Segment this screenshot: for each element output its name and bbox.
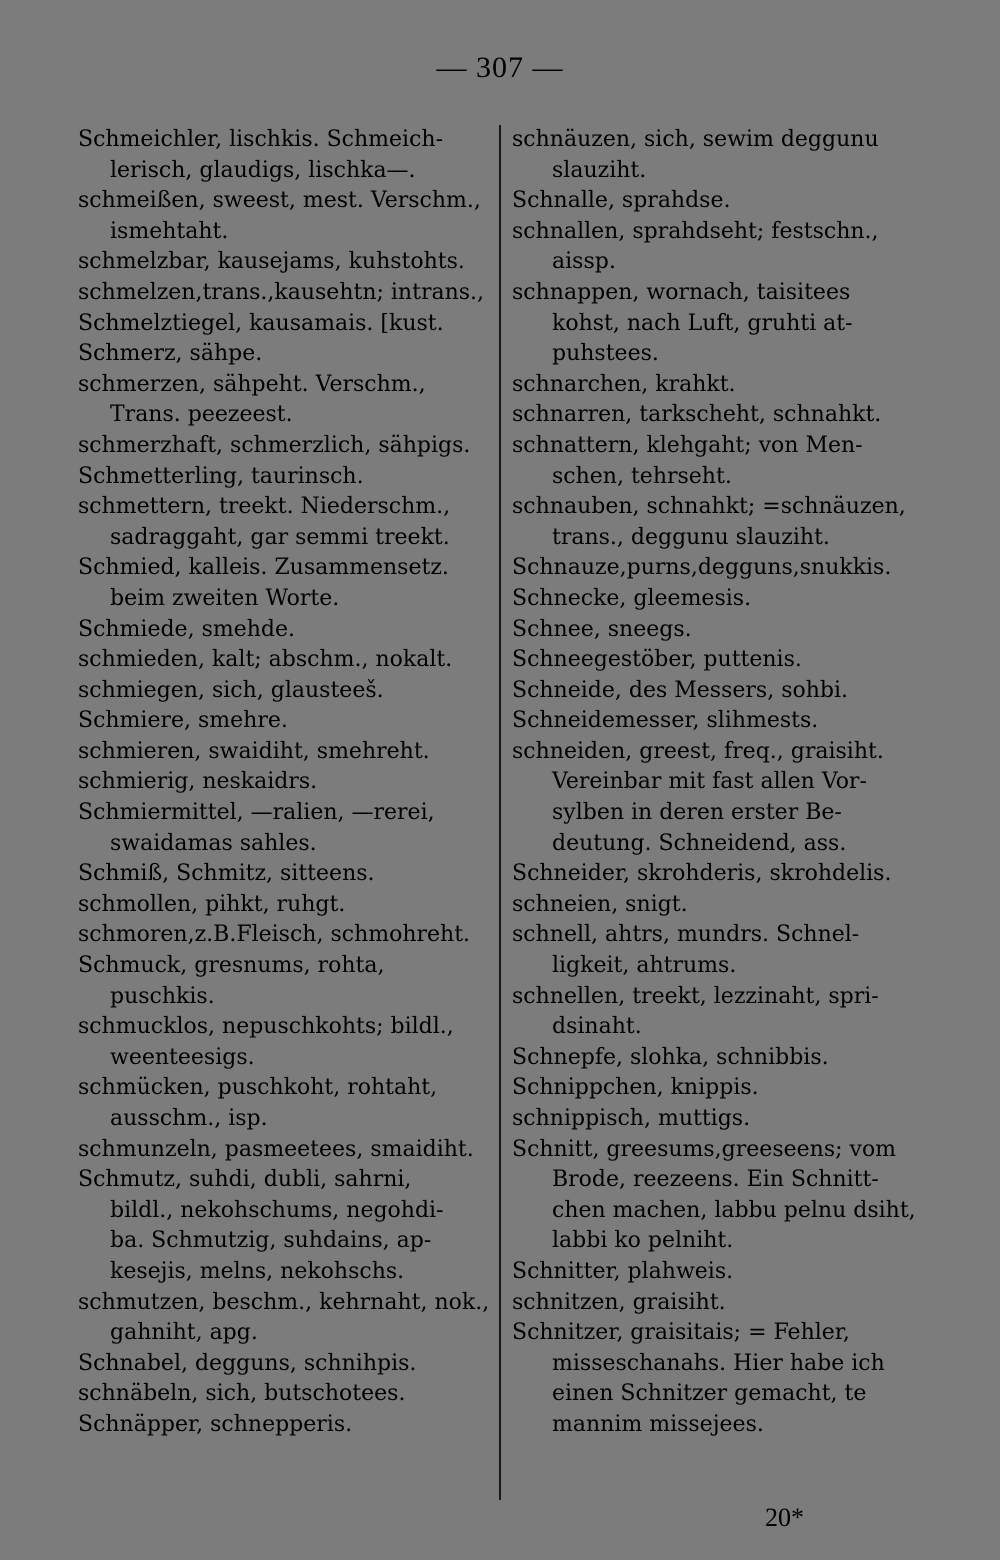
dictionary-line: trans., deggunu slauziht.: [552, 524, 830, 550]
dictionary-line: schmiegen, sich, glausteeš.: [78, 677, 384, 703]
dictionary-line: kohst, nach Luft, gruhti at-: [552, 310, 853, 336]
dictionary-line: Schnippchen, knippis.: [512, 1075, 759, 1101]
dictionary-line: schnippisch, muttigs.: [512, 1106, 751, 1131]
dictionary-line: Schnepfe, slohka, schnibbis.: [512, 1044, 829, 1070]
right-column: [512, 125, 927, 1441]
dictionary-line: Schmiß, Schmitz, sitteens.: [78, 861, 375, 887]
dictionary-line: Trans. peezeest.: [110, 402, 293, 428]
dictionary-line: schmieden, kalt; abschm., nokalt.: [78, 647, 453, 673]
dictionary-line: ausschm., isp.: [110, 1106, 268, 1131]
dictionary-line: einen Schnitzer gemacht, te: [552, 1381, 867, 1407]
dictionary-line: mannim missejees.: [552, 1411, 764, 1437]
dictionary-line: ligkeit, ahtrums.: [552, 953, 737, 979]
dictionary-line: Schnee, sneegs.: [512, 616, 692, 642]
dictionary-line: ba. Schmutzig, suhdains, ap-: [110, 1228, 432, 1254]
dictionary-line: Schnitzer, graisitais; = Fehler,: [512, 1320, 850, 1346]
dictionary-line: schmerzen, sähpeht. Verschm.,: [78, 371, 426, 397]
dictionary-line: Schmutz, suhdi, dubli, sahrni,: [78, 1167, 412, 1193]
dictionary-line: Schnitter, plahweis.: [512, 1258, 734, 1284]
dictionary-line: schnarren, tarkscheht, schnahkt.: [512, 402, 882, 428]
dictionary-line: schneien, snigt.: [512, 891, 688, 917]
dictionary-line: deutung. Schneidend, ass.: [552, 830, 847, 856]
dictionary-line: schnäbeln, sich, butschotees.: [78, 1381, 406, 1407]
dictionary-line: schmelzen,trans.,kausehtn; intrans.,: [78, 279, 485, 305]
dictionary-line: ismehtaht.: [110, 218, 229, 244]
dictionary-line: beim zweiten Worte.: [110, 585, 340, 611]
dictionary-line: Schmerz, sähpe.: [78, 341, 263, 367]
dictionary-line: schnattern, klehgaht; von Men-: [512, 432, 863, 458]
dictionary-line: Brode, reezeens. Ein Schnitt-: [552, 1167, 879, 1193]
dictionary-line: Schmuck, gresnums, rohta,: [78, 953, 385, 979]
dictionary-line: schmunzeln, pasmeetees, smaidiht.: [78, 1136, 474, 1162]
dictionary-line: swaidamas sahles.: [110, 830, 317, 856]
dictionary-line: schnäuzen, sich, sewim deggunu: [512, 127, 879, 152]
dictionary-line: schmutzen, beschm., kehrnaht, nok.,: [78, 1289, 490, 1315]
dictionary-line: weenteesigs.: [110, 1044, 255, 1070]
dictionary-line: Schneidemesser, slihmests.: [512, 708, 819, 734]
dictionary-line: schmelzbar, kausejams, kuhstohts.: [78, 249, 465, 275]
dictionary-line: Schmied, kalleis. Zusammensetz.: [78, 555, 449, 581]
dictionary-line: labbi ko pelniht.: [552, 1228, 734, 1254]
dictionary-line: Schnäpper, schnepperis.: [78, 1411, 353, 1437]
dictionary-line: schnarchen, krahkt.: [512, 371, 736, 397]
dictionary-line: Schnalle, sprahdse.: [512, 188, 731, 214]
dictionary-line: schnallen, sprahdseht; festschn.,: [512, 218, 879, 244]
dictionary-line: gahniht, apg.: [110, 1320, 258, 1346]
dictionary-line: Schnauze,purns,degguns,snukkis.: [512, 555, 892, 581]
dictionary-line: schneiden, greest, freq., graisiht.: [512, 738, 884, 764]
dictionary-line: Schmelztiegel, kausamais. [kust.: [78, 310, 444, 336]
dictionary-line: slauziht.: [552, 157, 647, 183]
dictionary-line: schmieren, swaidiht, smehreht.: [78, 738, 430, 764]
dictionary-line: lerisch, glaudigs, lischka—.: [110, 157, 416, 183]
dictionary-line: misseschanahs. Hier habe ich: [552, 1350, 885, 1376]
column-divider: [499, 125, 501, 1500]
dictionary-line: Schmetterling, taurinsch.: [78, 463, 364, 489]
dictionary-line: schnauben, schnahkt; =schnäuzen,: [512, 494, 906, 520]
dictionary-line: schnell, ahtrs, mundrs. Schnel-: [512, 922, 860, 948]
left-column: [78, 125, 488, 1441]
dictionary-line: kesejis, melns, nekohschs.: [110, 1258, 405, 1284]
dictionary-line: Schnitt, greesums,greeseens; vom: [512, 1136, 897, 1162]
dictionary-line: Schnabel, degguns, schnihpis.: [78, 1350, 417, 1376]
dictionary-line: Vereinbar mit fast allen Vor-: [552, 769, 867, 795]
dictionary-line: chen machen, labbu pelnu dsiht,: [552, 1197, 916, 1223]
dictionary-line: schmoren,z.B.Fleisch, schmohreht.: [78, 922, 471, 948]
dictionary-line: puhstees.: [552, 341, 659, 367]
dictionary-line: schmierig, neskaidrs.: [78, 769, 318, 795]
dictionary-line: schnitzen, graisiht.: [512, 1289, 726, 1315]
dictionary-line: Schnecke, gleemesis.: [512, 585, 752, 611]
dictionary-line: bildl., nekohschums, negohdi-: [110, 1197, 444, 1223]
dictionary-line: sylben in deren erster Be-: [552, 800, 842, 826]
dictionary-line: Schmiere, smehre.: [78, 708, 288, 734]
dictionary-line: aissp.: [552, 249, 616, 275]
page-number: — 307 —: [436, 51, 564, 84]
sheet-signature: 20*: [765, 1503, 804, 1532]
dictionary-line: Schneider, skrohderis, skrohdelis.: [512, 861, 892, 887]
dictionary-line: Schmiede, smehde.: [78, 616, 296, 642]
dictionary-line: schmucklos, nepuschkohts; bildl.,: [78, 1014, 454, 1040]
dictionary-line: sadraggaht, gar semmi treekt.: [110, 524, 450, 550]
dictionary-line: puschkis.: [110, 983, 215, 1009]
dictionary-line: Schneide, des Messers, sohbi.: [512, 677, 849, 703]
dictionary-line: Schmiermittel, —ralien, —rerei,: [78, 800, 435, 826]
dictionary-line: Schneegestöber, puttenis.: [512, 647, 802, 673]
dictionary-line: Schmeichler, lischkis. Schmeich-: [78, 127, 444, 152]
dictionary-line: schmerzhaft, schmerzlich, sähpigs.: [78, 432, 471, 458]
dictionary-line: schmeißen, sweest, mest. Verschm.,: [78, 188, 481, 214]
dictionary-line: schmettern, treekt. Niederschm.,: [78, 494, 451, 520]
dictionary-line: schmollen, pihkt, ruhgt.: [78, 891, 346, 917]
dictionary-line: schnellen, treekt, lezzinaht, spri-: [512, 983, 879, 1009]
dictionary-line: schnappen, wornach, taisitees: [512, 279, 851, 305]
dictionary-line: dsinaht.: [552, 1014, 642, 1040]
dictionary-line: schen, tehrseht.: [552, 463, 732, 489]
dictionary-line: schmücken, puschkoht, rohtaht,: [78, 1075, 438, 1101]
